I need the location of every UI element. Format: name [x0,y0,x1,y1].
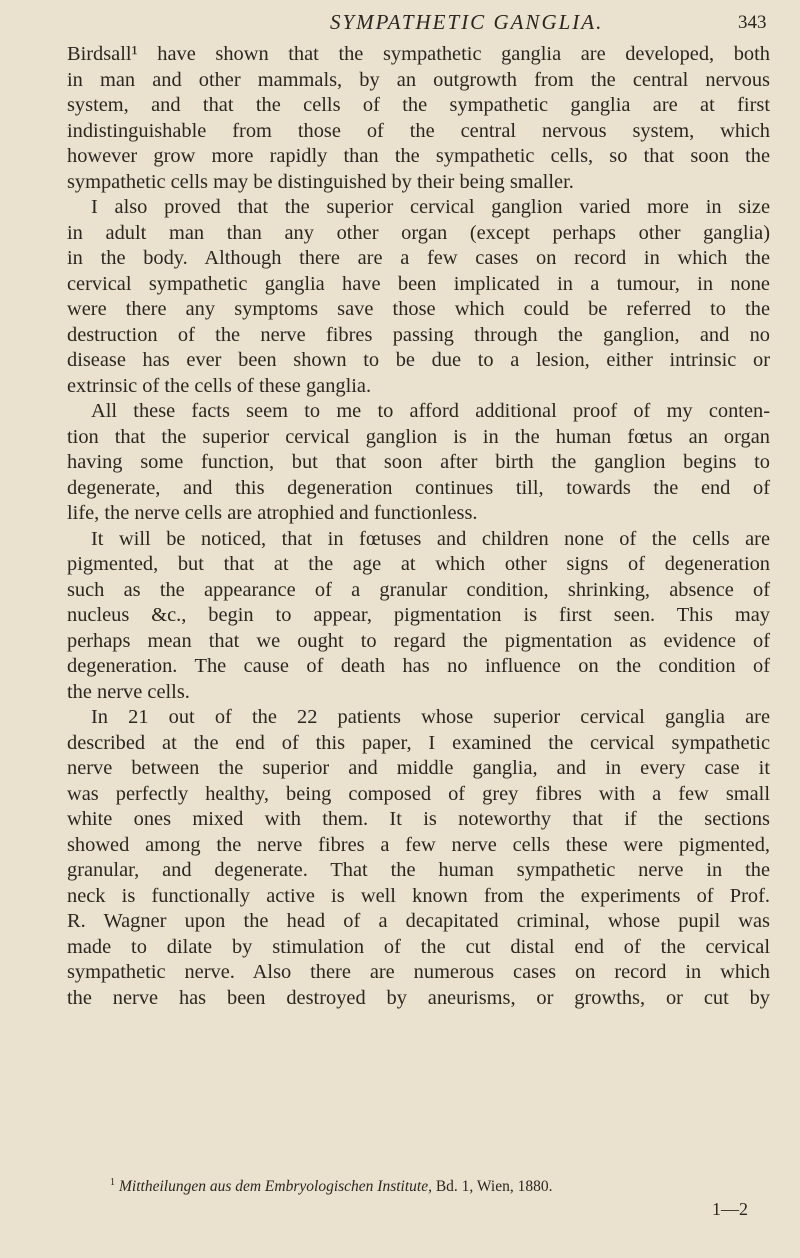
text-line: in the body. Although there are a few cases on record in which the [67,247,770,269]
text-line: degenerate, and this degeneration continues till, towards the end of [67,476,770,499]
text-line: I also proved that the superior cervical ganglion varied more in size [91,196,770,218]
text-line: were there any symptoms save those which could be referred to the [67,298,770,320]
text-line: the nerve cells. [67,680,190,703]
text-line: tion that the superior cervical ganglion is in the human fœtus an organ [67,425,770,448]
text-line: was perfectly healthy, being composed of grey fibres with a few small [67,782,770,805]
text-line: In 21 out of the 22 patients whose superior cervical ganglia are [91,706,770,728]
text-line: cervical sympathetic ganglia have been implicated in a tumour, in none [67,272,770,295]
text-line: It will be noticed, that in fœtuses and children none of the cells are [91,527,770,550]
footnote [110,1177,552,1196]
text-line: pigmented, but that at the age at which other signs of degeneration [67,553,770,575]
footnote-title: Mittheilungen aus dem Embryologischen Institute, [119,1178,432,1196]
text-line: disease has ever been shown to be due to a lesion, either intrinsic or [67,349,770,371]
paragraph [67,195,770,399]
text-line: R. Wagner upon the head of a decapitated criminal, whose pupil was [67,910,770,932]
body-text [67,42,770,1011]
text-line: sympathetic nerve. Also there are numerous cases on record in which [67,961,770,983]
footnote-details: Bd. 1, Wien, 1880. [431,1178,553,1196]
text-line: such as the appearance of a granular condition, shrinking, absence of [67,578,770,601]
text-line: having some function, but that soon after birth the ganglion begins to [67,451,770,473]
text-line: nucleus &c., begin to appear, pigmentation is first seen. This may [67,604,770,626]
paragraph [67,527,770,706]
text-line: life, the nerve cells are atrophied and functionless. [67,502,478,524]
paragraph [67,399,770,527]
text-line: indistinguishable from those of the central nervous system, which [67,119,770,142]
text-line: showed among the nerve fibres a few nerve cells these were pigmented, [67,833,770,856]
text-line: All these facts seem to me to afford additional proof of my conten- [91,400,770,422]
text-line: destruction of the nerve fibres passing through the ganglion, and no [67,323,770,346]
text-line: described at the end of this paper, I examined the cervical sympathetic [67,731,770,754]
text-line: neck is functionally active is well known from the experiments of Prof. [67,884,770,907]
page-number: 343 [738,12,767,33]
text-line: nerve between the superior and middle ganglia, and in every case it [67,757,770,779]
text-line: granular, and degenerate. That the human sympathetic nerve in the [67,859,770,881]
text-line: extrinsic of the cells of these ganglia. [67,374,372,397]
text-line: Birdsall¹ have shown that the sympathetic ganglia are developed, both [67,43,770,65]
paragraph [67,705,770,1011]
running-head: SYMPATHETIC GANGLIA. [330,10,604,34]
text-line: made to dilate by stimulation of the cut distal end of the cervical [67,935,770,958]
footnote-mark: 1 [110,1177,115,1188]
text-line: sympathetic cells may be distinguished by their being smaller. [67,170,574,193]
paragraph [67,42,770,195]
text-line: white ones mixed with them. It is noteworthy that if the sections [67,808,770,830]
text-line: in adult man than any other organ (except perhaps other ganglia) [67,221,770,244]
text-line: degeneration. The cause of death has no influence on the condition of [67,655,770,677]
text-line: the nerve has been destroyed by aneurisms, or growths, or cut by [67,986,770,1009]
text-line: in man and other mammals, by an outgrowth from the central nervous [67,68,770,91]
text-line: however grow more rapidly than the sympathetic cells, so that soon the [67,145,770,167]
text-line: system, and that the cells of the sympathetic ganglia are at first [67,94,770,116]
printer-signature: 1—2 [712,1199,748,1219]
text-line: perhaps mean that we ought to regard the pigmentation as evidence of [67,629,770,652]
